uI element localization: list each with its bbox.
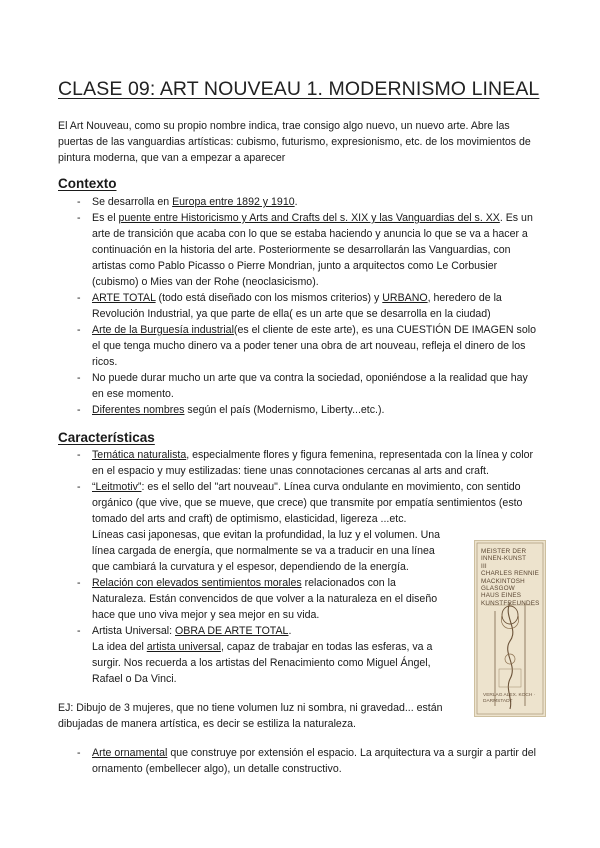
- heading-contexto: Contexto: [58, 176, 117, 191]
- list-item: - Diferentes nombres según el país (Modernismo, Liberty...etc.).: [58, 402, 542, 418]
- list-item: - Se desarrolla en Europa entre 1892 y 1910.: [58, 194, 542, 210]
- page-title: CLASE 09: ART NOUVEAU 1. MODERNISMO LINEAL: [58, 78, 540, 100]
- ornamental-list: [58, 745, 542, 777]
- intro-paragraph: El Art Nouveau, como su propio nombre indica, trae consigo algo nuevo, un nuevo arte. Abre las puertas de las vanguardias artísticas: cubismo, futurismo, expresionismo, etc. de los movimientos de pintura moderna, que van a empezar a aparecer: [58, 120, 531, 164]
- list-item: - Relación con elevados sentimientos morales relacionados con la Naturaleza. Están convencidos de que volver a la naturaleza en el diseño hace que uno viva mejor y sea mejor en su vida.: [58, 575, 447, 623]
- list-item: - No puede durar mucho un arte que va contra la sociedad, oponiéndose a la realidad que hay en ese momento.: [58, 370, 542, 402]
- caracteristicas-list: [58, 447, 542, 687]
- poster-lettering: MEISTER DER INNEN-KUNST III CHARLES RENNIE MACKINTOSH GLASGOW HAUS EINES KUNSTFREUNDES: [481, 548, 540, 607]
- heading-caracteristicas: Características: [58, 430, 155, 445]
- list-item: - ARTE TOTAL (todo está diseñado con los mismos criterios) y URBANO, heredero de la Revolución Industrial, ya que parte de ella( es un arte que se desarrolla en la ciudad): [58, 290, 542, 322]
- poster-footer: VERLAG ALEX. KOCH · DARMSTADT: [483, 693, 536, 704]
- list-item: - “Leitmotiv”: es el sello del "art nouveau". Línea curva ondulante en movimiento, con sentido orgánico (que vive, que se mueve, que crece) que transmite por empatía sentimientos (esto tomado del arts and craft) de optimismo, elasticidad, ligereza ...etc. Líneas casi japonesas, que evitan la profundidad, la luz y el volumen. Una línea cargada de energía, que normalmente se va a traducir en una línea que cambiará la curvatura y el espesor, dependiendo de la energía.: [58, 479, 542, 575]
- mackintosh-poster-image: [474, 540, 546, 717]
- list-item: - Artista Universal: OBRA DE ARTE TOTAL. La idea del artista universal, capaz de trabajar en todas las esferas, va a surgir. Nos recuerda a los artistas del Renacimiento como Miguel Ángel, Rafael o Da Vinci.: [58, 623, 447, 687]
- list-item: - Temática naturalista, especialmente flores y figura femenina, representada con la línea y color en el espacio y muy estilizadas: tiene unas connotaciones cercanas al arts and craft.: [58, 447, 542, 479]
- contexto-list: [58, 194, 542, 418]
- list-item: - Arte de la Burguesía industrial(es el cliente de este arte), es una CUESTIÓN DE IMAGEN solo el que tenga mucho dinero va a poder tener una obra de art nouveau, refleja el dinero de los ricos.: [58, 322, 542, 370]
- example-paragraph: EJ: Dibujo de 3 mujeres, que no tiene volumen luz ni sombra, ni gravedad... están dibujadas de manera artística, es decir se estiliza la naturaleza.: [58, 702, 443, 730]
- list-item: - Arte ornamental que construye por extensión el espacio. La arquitectura va a surgir a partir del ornamento (embellecer algo), un detalle constructivo.: [58, 745, 542, 777]
- list-item: - Es el puente entre Historicismo y Arts and Crafts del s. XIX y las Vanguardias del s. XX. Es un arte de transición que acaba con lo que se estaba haciendo y anuncia lo que se va a hacer a continuación en la historia del arte. Posteriormente se desarrollarán las Vanguardias, con artistas como Pablo Picasso o Pierre Mondrian, junto a arquitectos como Le Corbusier (cubismo) o Mies van der Rohe (neoclasicismo).: [58, 210, 542, 290]
